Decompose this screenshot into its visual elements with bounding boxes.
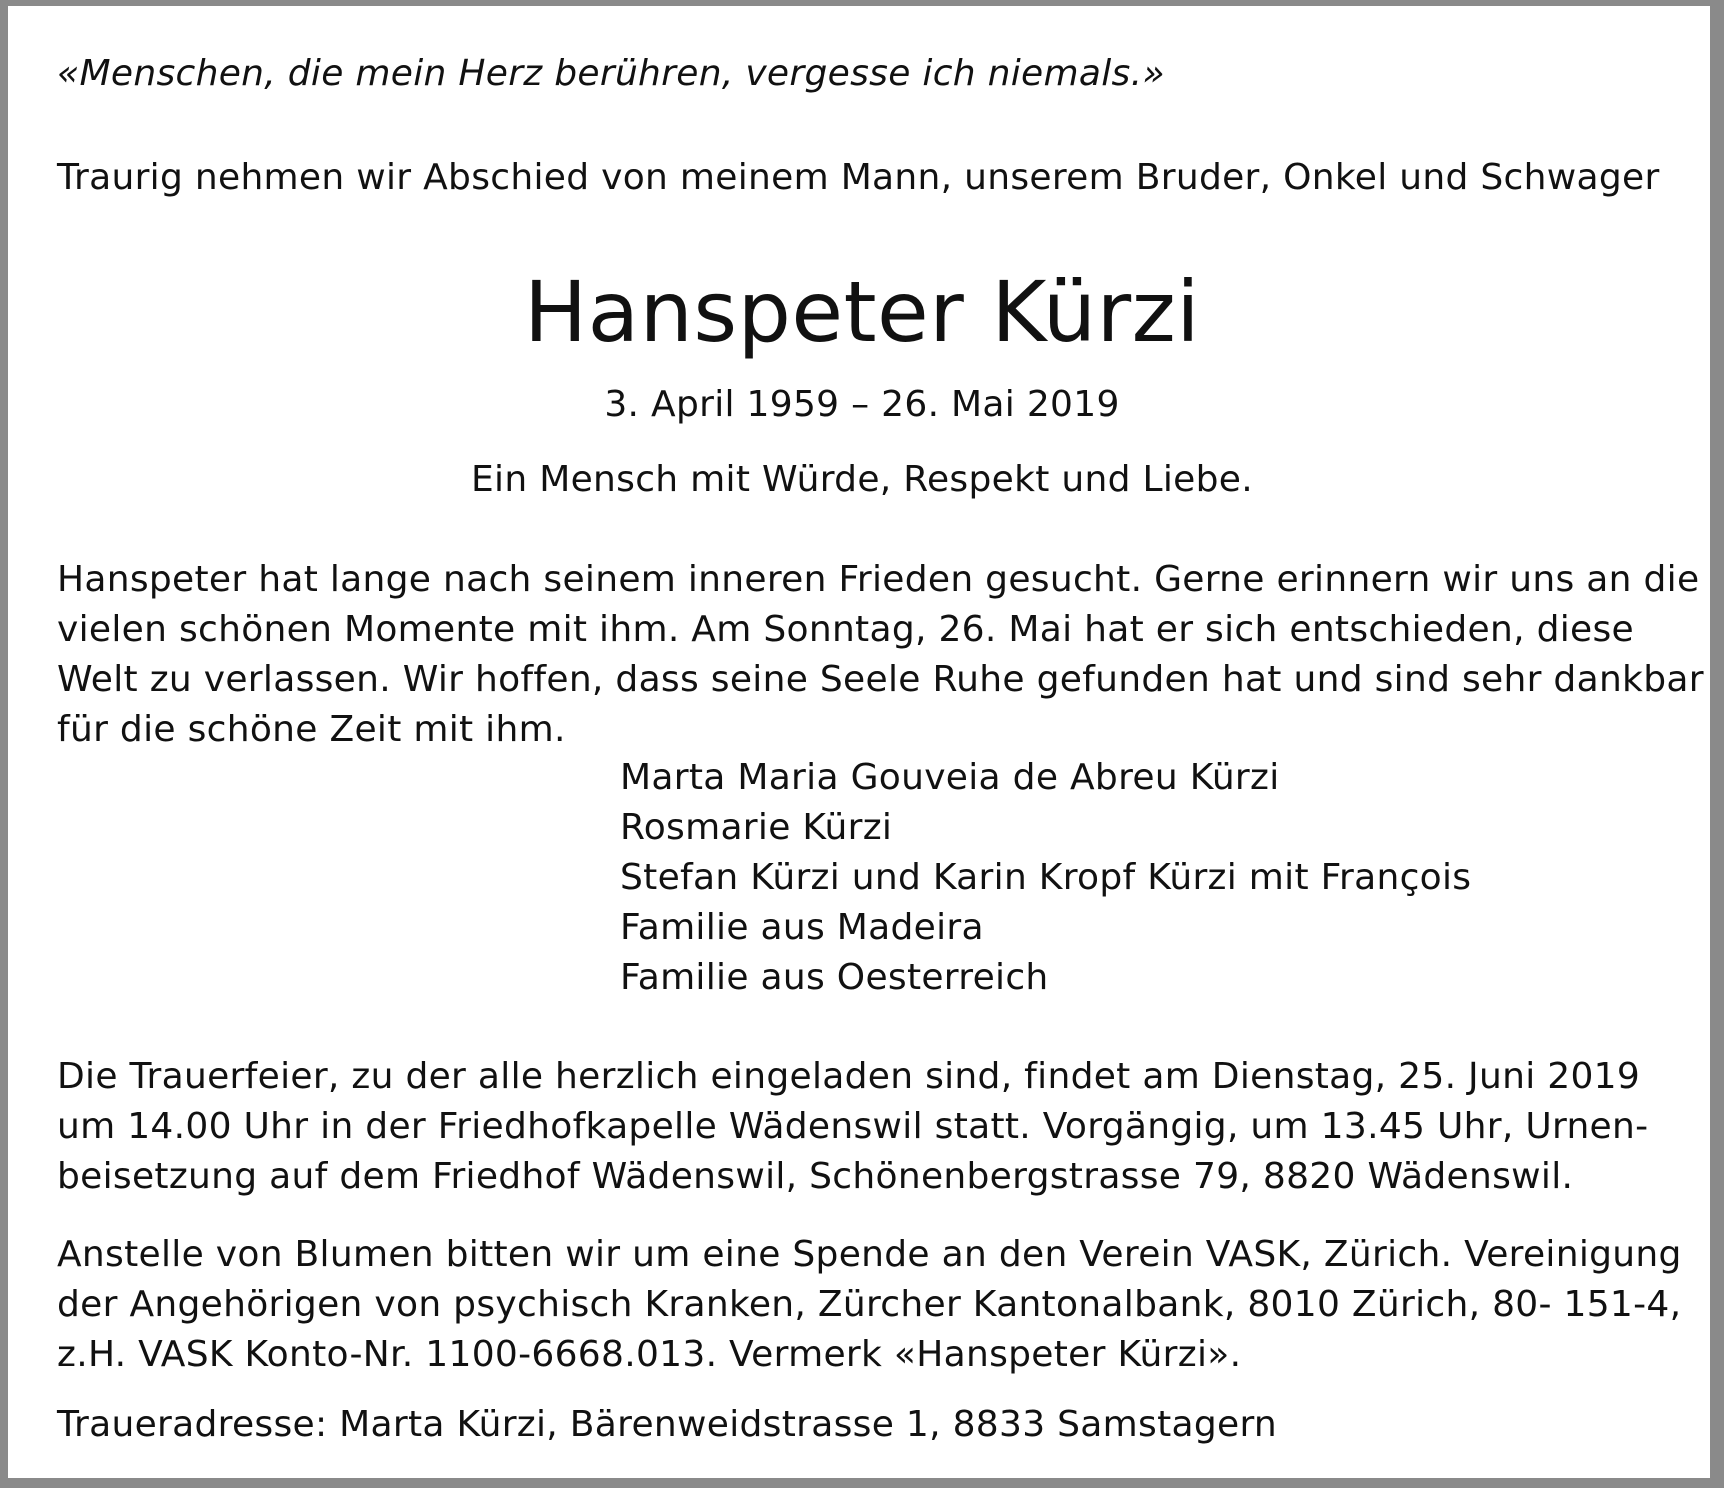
paragraph-line: um 14.00 Uhr in der Friedhofkapelle Wädenswil statt. Vorgängig, um 13.45 Uhr, Urnen- <box>57 1106 1649 1147</box>
mourner-name: Stefan Kürzi und Karin Kropf Kürzi mit François <box>620 857 1472 898</box>
paragraph-line: der Angehörigen von psychisch Kranken, Zürcher Kantonalbank, 8010 Zürich, 80- 151-4, <box>57 1284 1682 1325</box>
paragraph-line: vielen schönen Momente mit ihm. Am Sonntag, 26. Mai hat er sich entschieden, diese <box>57 609 1634 650</box>
paragraph-line: Welt zu verlassen. Wir hoffen, dass seine Seele Ruhe gefunden hat und sind sehr dankbar <box>57 659 1704 700</box>
address-line: Traueradresse: Marta Kürzi, Bärenweidstrasse 1, 8833 Samstagern <box>57 1404 1278 1445</box>
paragraph-line: Die Trauerfeier, zu der alle herzlich eingeladen sind, findet am Dienstag, 25. Juni 2019 <box>57 1056 1641 1097</box>
paragraph-line: beisetzung auf dem Friedhof Wädenswil, Schönenbergstrasse 79, 8820 Wädenswil. <box>57 1156 1574 1197</box>
funeral-service-paragraph <box>57 1052 1648 1202</box>
deceased-name: Hanspeter Kürzi <box>523 263 1201 361</box>
paragraph-line: Hanspeter hat lange nach seinem inneren Frieden gesucht. Gerne erinnern wir uns an die <box>57 559 1700 600</box>
paragraph-line: Anstelle von Blumen bitten wir um eine Spende an den Verein VASK, Zürich. Vereinigung <box>57 1234 1682 1275</box>
mourner-name: Rosmarie Kürzi <box>620 807 893 848</box>
mourner-name: Familie aus Madeira <box>620 907 984 948</box>
life-dates: 3. April 1959 – 26. Mai 2019 <box>604 384 1120 425</box>
opening-quote: «Menschen, die mein Herz berühren, vergesse ich niemals.» <box>57 53 1165 94</box>
mourner-name: Marta Maria Gouveia de Abreu Kürzi <box>620 757 1280 798</box>
mourners-list <box>620 753 1471 1003</box>
intro-line: Traurig nehmen wir Abschied von meinem Mann, unserem Bruder, Onkel und Schwager <box>57 157 1660 198</box>
paragraph-line: z.H. VASK Konto-Nr. 1100-6668.013. Vermerk «Hanspeter Kürzi». <box>57 1334 1242 1375</box>
mourning-address <box>57 1400 1277 1450</box>
mourner-name: Familie aus Oesterreich <box>620 957 1049 998</box>
donation-paragraph <box>57 1230 1682 1380</box>
paragraph-line: für die schöne Zeit mit ihm. <box>57 709 566 750</box>
motto: Ein Mensch mit Würde, Respekt und Liebe. <box>471 459 1253 500</box>
remembrance-paragraph <box>57 555 1704 755</box>
